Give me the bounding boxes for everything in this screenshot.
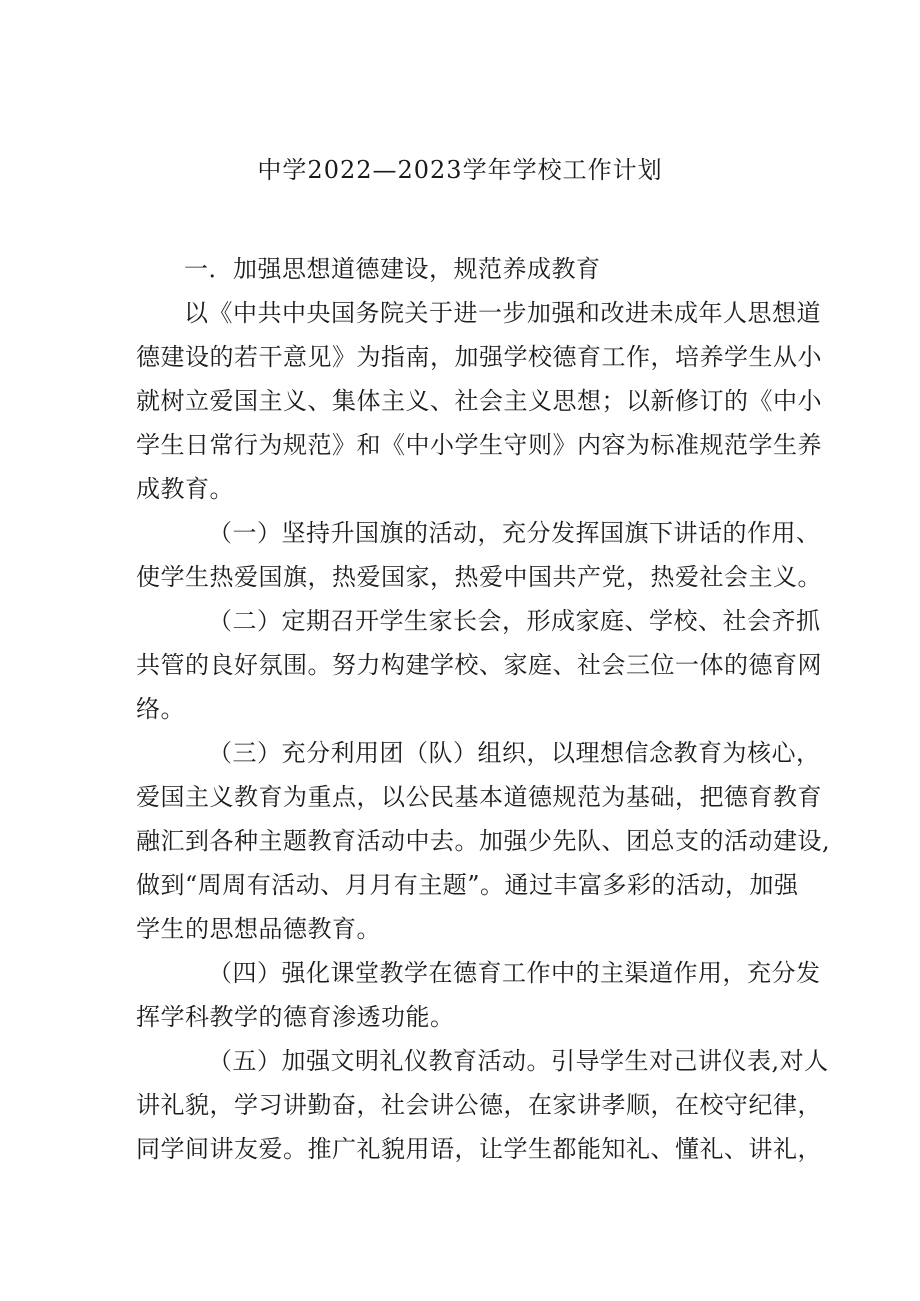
paragraph-line: （四）强化课堂教学在德育工作中的主渠道作用，充分发 [208, 959, 821, 987]
paragraph-line: （五）加强文明礼仪教育活动。引导学生对己讲仪表,对人 [208, 1047, 829, 1075]
paragraph-line: 学生的思想品德教育。 [136, 915, 381, 943]
paragraph-line: 就树立爱国主义、集体主义、社会主义思想；以新修订的《中小 [136, 387, 822, 415]
paragraph-line: 络。 [136, 695, 185, 723]
paragraph-line: 讲礼貌，学习讲勤奋，社会讲公德，在家讲孝顺，在校守纪律， [136, 1091, 822, 1119]
paragraph-line: （三）充分利用团（队）组织，以理想信念教育为核心， [208, 739, 821, 767]
paragraph-line: 做到“周周有活动、月月有主题”。通过丰富多彩的活动，加强 [136, 871, 799, 899]
paragraph-line: 成教育。 [136, 475, 234, 503]
document-title: 中学2022—2023学年学校工作计划 [257, 156, 663, 184]
paragraph-line: 挥学科教学的德育渗透功能。 [136, 1003, 455, 1031]
document-body [136, 250, 831, 1174]
paragraph-line: （一）坚持升国旗的活动，充分发挥国旗下讲话的作用、 [208, 519, 821, 547]
paragraph-line: 学生日常行为规范》和《中小学生守则》内容为标准规范学生养 [136, 431, 822, 459]
paragraph-line: 融汇到各种主题教育活动中去。加强少先队、团总支的活动建设, [136, 827, 831, 855]
paragraph-line: 德建设的若干意见》为指南，加强学校德育工作，培养学生从小 [136, 343, 822, 371]
paragraph-line: 爱国主义教育为重点，以公民基本道德规范为基础，把德育教育 [136, 783, 822, 811]
paragraph-line: 同学间讲友爱。推广礼貌用语，让学生都能知礼、懂礼、讲礼， [136, 1135, 822, 1163]
paragraph-line: 以《中共中央国务院关于进一步加强和改进未成年人思想道 [184, 299, 821, 327]
paragraph-line: 共管的良好氛围。努力构建学校、家庭、社会三位一体的德育网 [136, 651, 822, 679]
section-heading: 一．加强思想道德建设，规范养成教育 [184, 255, 601, 283]
paragraph-line: 使学生热爱国旗，热爱国家，热爱中国共产党，热爱社会主义。 [136, 563, 822, 591]
paragraph-line: （二）定期召开学生家长会，形成家庭、学校、社会齐抓 [208, 607, 821, 635]
